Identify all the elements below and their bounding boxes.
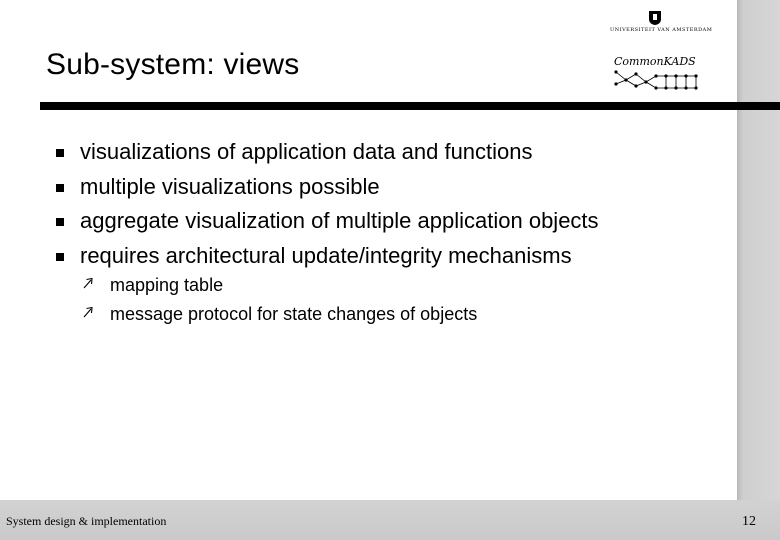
university-logo <box>610 10 713 38</box>
sub-bullet-text: message protocol for state changes of objects <box>110 304 478 324</box>
bullet-text: aggregate visualization of multiple application objects <box>80 208 599 233</box>
arrow-up-right-icon <box>82 305 94 319</box>
square-bullet-icon <box>56 184 64 192</box>
square-bullet-icon <box>56 218 64 226</box>
slide-title: Sub-system: views <box>46 48 300 81</box>
university-crest-icon <box>648 10 662 26</box>
page-number: 12 <box>742 514 756 529</box>
bullet-text: requires architectural update/integrity mechanisms <box>80 242 572 268</box>
right-shadow-strip <box>737 0 780 540</box>
bullet-text: multiple visualizations possible <box>80 173 380 199</box>
commonkads-label: CommonKADS <box>614 55 696 68</box>
footer-text: System design & implementation <box>6 514 167 528</box>
title-rule <box>40 102 780 110</box>
commonkads-network-icon <box>614 68 700 92</box>
arrow-up-right-icon <box>82 276 94 290</box>
commonkads-logo <box>612 55 702 95</box>
square-bullet-icon <box>56 149 64 157</box>
bullet-text: visualizations of application data and functions <box>80 139 533 164</box>
square-bullet-icon <box>56 253 64 261</box>
university-name: UNIVERSITEIT VAN AMSTERDAM <box>610 27 713 33</box>
sub-bullet-text: mapping table <box>110 275 224 295</box>
